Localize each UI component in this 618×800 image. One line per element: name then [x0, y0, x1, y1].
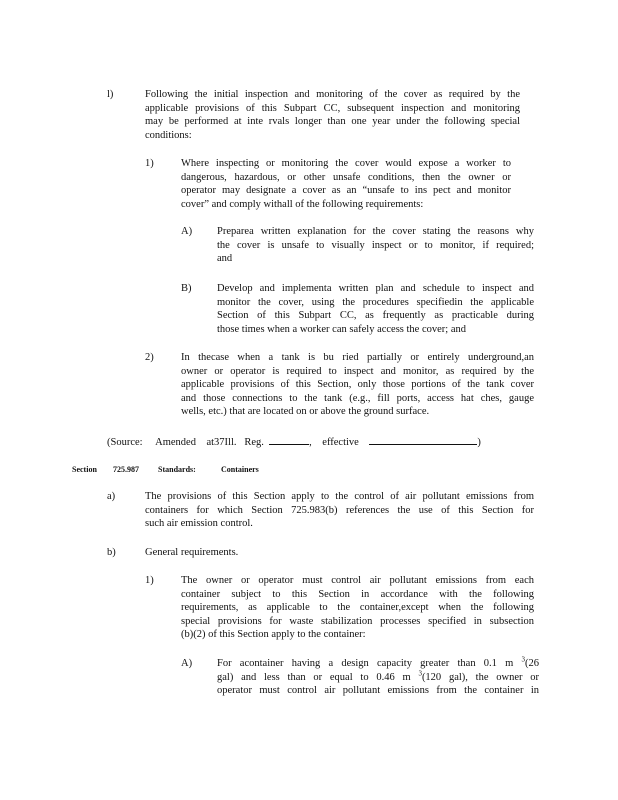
- item-l-text: [145, 88, 520, 142]
- text-line: conditions:: [145, 129, 192, 141]
- text-line: monitor the cover, using the procedures specifiedin the applicable: [217, 296, 534, 308]
- text-line: operator may designate a cover as an “unsafe to ins pect and monitor: [181, 185, 511, 197]
- text-line: operator must control air pollutant emissions from the container in: [217, 685, 539, 697]
- item-l-2-marker: 2): [145, 352, 154, 363]
- item-b-1-marker: 1): [145, 575, 154, 586]
- source-reg: Reg.: [244, 437, 264, 448]
- section-label: Section: [72, 465, 97, 474]
- source-open: (Source:: [107, 437, 143, 448]
- item-b-text: [145, 546, 345, 560]
- item-l-1-a-marker: A): [181, 226, 193, 237]
- text-line: Section of this Subpart CC, as frequently as practicable during: [217, 310, 534, 322]
- text-line: The provisions of this Section apply to the control of air pollutant emissions from: [145, 491, 534, 502]
- text-segment: (26: [525, 658, 540, 669]
- text-line: container subject to this Section in accordance with the following: [181, 588, 534, 600]
- text-line: Following the initial inspection and monitoring of the cover as required by the: [145, 89, 520, 100]
- superscript: 3: [521, 655, 526, 664]
- text-line: Preparea written explanation for the cover stating the reasons why: [217, 226, 534, 237]
- item-l-1-a-text: [217, 225, 534, 266]
- text-line: those times when a worker can safely access the cover; and: [217, 323, 466, 335]
- text-line: applicable provisions of this Subpart CC, subsequent inspection and monitoring: [145, 102, 520, 114]
- text-line: may be performed at inte rvals longer than one year under the following special: [145, 116, 520, 128]
- item-l-marker: l): [107, 89, 114, 100]
- item-a-marker: a): [107, 491, 116, 502]
- text-line: such air emission control.: [145, 518, 253, 530]
- item-b-1-text: [181, 574, 534, 642]
- text-line: General requirements.: [145, 547, 239, 558]
- text-line: applicable provisions of this Section, only those portions of the tank cover: [181, 379, 534, 391]
- text-line: special provisions for waste stabilization processes specified in subsection: [181, 615, 534, 627]
- superscript: 3: [418, 669, 422, 678]
- item-l-1-b-marker: B): [181, 283, 192, 294]
- item-a-text: [145, 490, 534, 531]
- text-line: [217, 671, 539, 685]
- item-l-1-marker: 1): [145, 158, 154, 169]
- text-line: Develop and implementa written plan and schedule to inspect and: [217, 283, 534, 294]
- text-line: (b)(2) of this Section apply to the container:: [181, 629, 366, 641]
- source-note: (Source: Amended at37Ill. Reg. , effective ): [107, 437, 481, 448]
- item-b-marker: b): [107, 547, 116, 558]
- text-line: dangerous, hazardous, or other unsafe conditions, then the owner or: [181, 171, 511, 183]
- register-page-blank: [269, 435, 309, 445]
- section-title-standards: Standards:: [158, 465, 196, 474]
- source-amended: Amended: [155, 437, 196, 448]
- text-line: and: [217, 253, 233, 265]
- text-line: In thecase when a tank is bu ried partially or entirely underground,an: [181, 352, 534, 363]
- text-line: [217, 657, 539, 671]
- text-line: cover” and comply withall of the following requirements:: [181, 198, 424, 210]
- text-line: owner or operator is required to inspect and monitor, as required by the: [181, 365, 534, 377]
- text-segment: gal) and less than or equal to 0.46 m: [217, 671, 411, 683]
- section-number: 725.987: [113, 465, 139, 474]
- effective-date-blank: [369, 435, 477, 445]
- text-line: and those connections to the tank (e.g., fill ports, access hat ches, gauge: [181, 392, 534, 404]
- text-line: Where inspecting or monitoring the cover would expose a worker to: [181, 158, 511, 169]
- text-line: wells, etc.) that are located on or above the ground surface.: [181, 406, 430, 418]
- item-l-1-b-text: [217, 282, 534, 336]
- text-line: requirements, as applicable to the container,except when the following: [181, 602, 534, 614]
- text-line: The owner or operator must control air pollutant emissions from each: [181, 575, 534, 586]
- source-effective: effective: [322, 437, 359, 448]
- item-l-1-text: [181, 157, 511, 211]
- text-segment: (120 gal), the owner or: [421, 671, 540, 683]
- item-b-1-a-text: [217, 657, 539, 698]
- section-title-containers: Containers: [221, 465, 259, 474]
- text-line: the cover is unsafe to visually inspect or to monitor, if required;: [217, 239, 534, 251]
- text-line: containers for which Section 725.983(b) references the use of this Section for: [145, 504, 534, 516]
- source-at: at37Ill.: [206, 437, 237, 448]
- item-l-2-text: [181, 351, 534, 419]
- item-b-1-a-marker: A): [181, 658, 193, 669]
- text-segment: For acontainer having a design capacity greater than 0.1 m: [217, 658, 514, 669]
- source-close: ): [477, 437, 481, 448]
